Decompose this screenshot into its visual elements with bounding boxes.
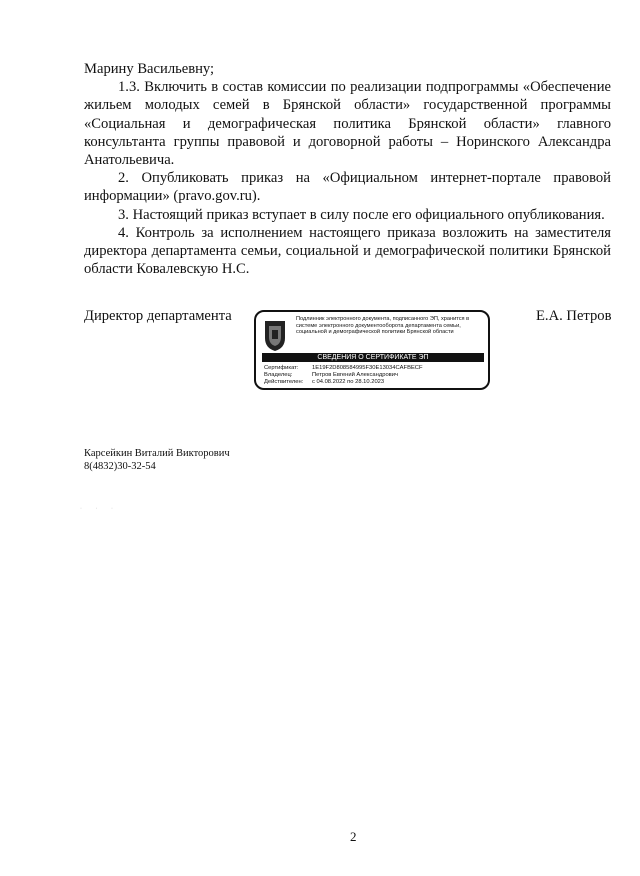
document-body bbox=[84, 60, 611, 278]
validity-row bbox=[264, 379, 423, 386]
signatory-name: Е.А. Петров bbox=[536, 308, 612, 324]
paragraph-2: 2. Опубликовать приказ на «Официальном интернет-портале правовой информации» (pravo.gov.ru). bbox=[84, 170, 611, 205]
contact-block bbox=[84, 447, 230, 473]
validity-label: Действителен: bbox=[264, 379, 304, 385]
electronic-signature-stamp bbox=[254, 310, 490, 390]
signatory-position: Директор департамента bbox=[84, 308, 232, 324]
certificate-row bbox=[264, 365, 423, 372]
page-number: 2 bbox=[350, 829, 357, 844]
scan-artifact: · · · bbox=[80, 506, 119, 512]
owner-row bbox=[264, 372, 423, 379]
certificate-details bbox=[264, 365, 423, 386]
coat-of-arms-icon bbox=[262, 318, 288, 352]
paragraph-continuation: Марину Васильевну; bbox=[84, 61, 215, 77]
contact-phone: 8(4832)30-32-54 bbox=[84, 461, 156, 472]
owner-value: Петров Евгений Александрович bbox=[312, 372, 399, 378]
owner-label: Владелец: bbox=[264, 372, 293, 378]
contact-name: Карсейкин Виталий Викторович bbox=[84, 448, 230, 459]
paragraph-1-3: 1.3. Включить в состав комиссии по реализации подпрограммы «Обеспечение жильем молодых семей в Брянской области» государственной программы «Социальная и демографическая политика Брянской области» главного консультанта группы правовой и договорной работы – Норинского Александра Анатольевича. bbox=[84, 79, 611, 169]
stamp-note: Подлинник электронного документа, подписанного ЭП, хранится в системе электронного документооборота департамента семьи, социальной и демографической политики Брянской области bbox=[296, 316, 470, 336]
paragraph-3: 3. Настоящий приказ вступает в силу после его официального опубликования. bbox=[118, 206, 605, 223]
stamp-title-bar: СВЕДЕНИЯ О СЕРТИФИКАТЕ ЭП bbox=[262, 353, 484, 362]
paragraph-4: 4. Контроль за исполнением настоящего приказа возложить на заместителя директора департамента семьи, социальной и демографической политики Брянской области Ковалевскую Н.С. bbox=[84, 224, 611, 278]
certificate-value: 1E19F2D808584995F30E13034CAFBECF bbox=[312, 365, 423, 371]
validity-value: с 04.08.2022 по 28.10.2023 bbox=[312, 379, 385, 385]
certificate-label: Сертификат: bbox=[264, 365, 299, 371]
